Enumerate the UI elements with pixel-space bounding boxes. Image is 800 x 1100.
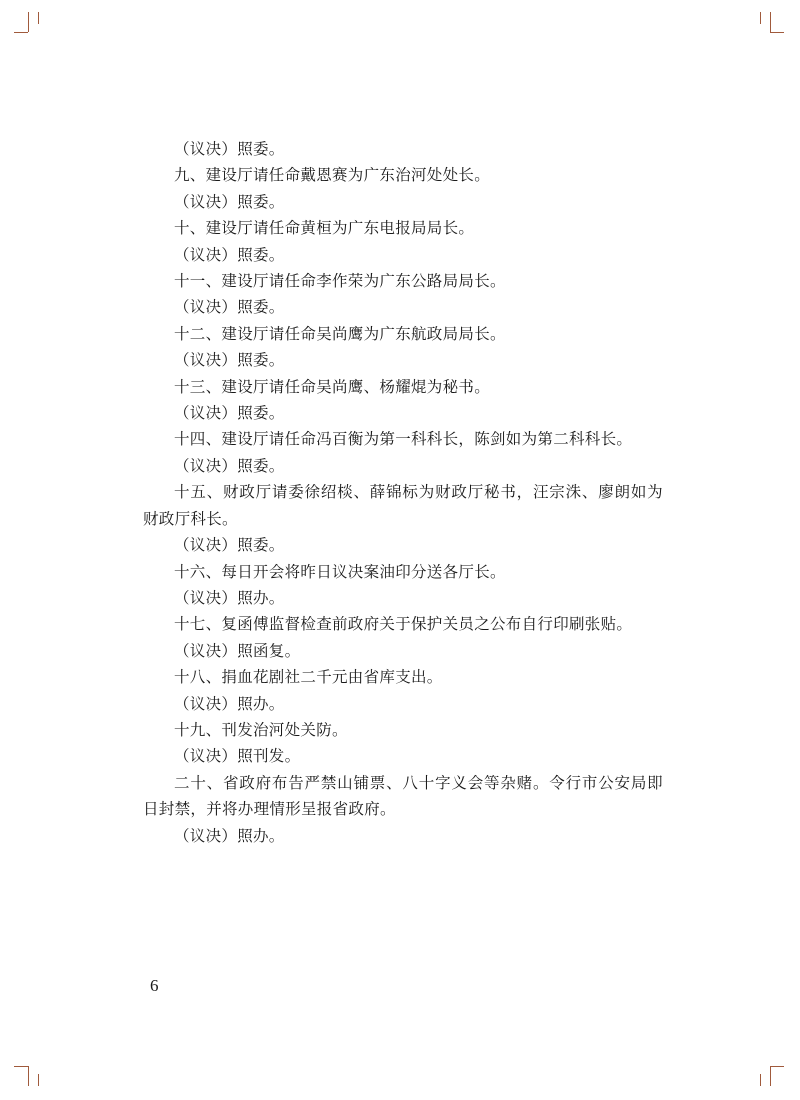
paragraph: （议决）照办。: [174, 694, 285, 713]
paragraph: （议决）照委。: [174, 298, 285, 317]
paragraph: （议决）照委。: [174, 536, 285, 555]
paragraph: （议决）照函复。: [174, 641, 301, 660]
paragraph: （议决）照委。: [174, 245, 285, 264]
paragraph: 十、建设厅请任命黄桓为广东电报局局长。: [174, 219, 475, 238]
document-body: [143, 136, 663, 849]
paragraph: 十六、每日开会将昨日议决案油印分送各厅长。: [174, 562, 506, 581]
paragraph: 十三、建设厅请任命吴尚鹰、杨耀焜为秘书。: [174, 377, 491, 396]
paragraph: 九、建设厅请任命戴恩赛为广东治河处处长。: [174, 166, 491, 185]
page-number: 6: [150, 976, 159, 995]
paragraph: （议决）照委。: [174, 192, 285, 211]
paragraph: （议决）照办。: [174, 588, 285, 607]
paragraph: （议决）照委。: [174, 140, 285, 158]
paragraph: 十八、捐血花剧社二千元由省库支出。: [174, 668, 443, 687]
paragraph: 十四、建设厅请任命冯百衡为第一科科长，陈剑如为第二科科长。: [174, 430, 633, 449]
paragraph: 十一、建设厅请任命李作荣为广东公路局局长。: [174, 272, 506, 291]
paragraph: （议决）照委。: [174, 351, 285, 370]
paragraph: 十五、财政厅请委徐绍棪、薛锦标为财政厅秘书，汪宗洙、廖朗如为财政厅科长。: [143, 483, 663, 528]
paragraph: （议决）照委。: [174, 456, 285, 475]
paragraph: （议决）照刊发。: [174, 747, 301, 766]
paragraph: 十二、建设厅请任命吴尚鹰为广东航政局局长。: [174, 324, 506, 343]
paragraph: （议决）照办。: [174, 826, 285, 845]
paragraph: 十九、刊发治河处关防。: [174, 720, 348, 739]
paragraph: 二十、省政府布告严禁山铺票、八十字义会等杂赌。令行市公安局即日封禁，并将办理情形呈报省政府。: [143, 773, 663, 819]
paragraph: 十七、复函傅监督检查前政府关于保护关员之公布自行印刷张贴。: [174, 615, 633, 634]
paragraph: （议决）照委。: [174, 404, 285, 423]
